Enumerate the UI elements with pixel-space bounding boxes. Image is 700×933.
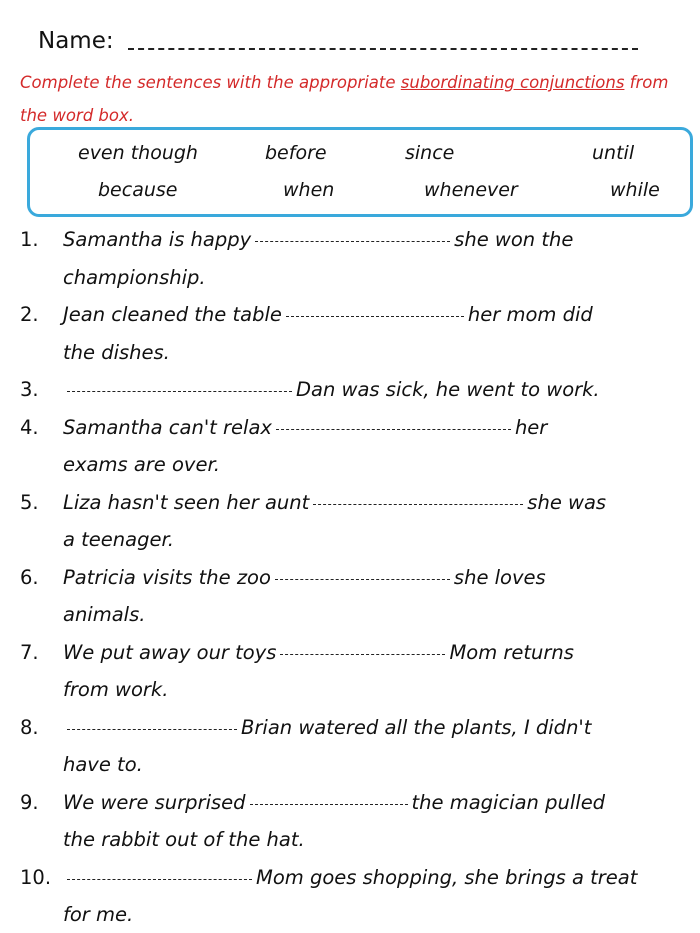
question-8 [0,709,700,747]
question-7 [0,634,700,672]
question-number: 10. [20,865,52,889]
question-text-continued: championship. [63,265,206,289]
question-text-continued: the dishes. [63,340,170,364]
instructions [20,66,700,132]
question-text-after: the magician pulled [411,790,606,814]
answer-blank[interactable] [280,654,445,655]
question-line [63,859,637,897]
name-label: Name: [38,28,114,54]
question-number: 1. [20,228,39,251]
question-line [63,484,606,522]
instructions-text: Complete the sentences with the appropriate [20,73,401,92]
word-box-item: while [610,179,660,201]
question-number: 4. [20,415,39,439]
question-line [63,409,547,447]
question-number: 6. [20,565,39,589]
question-number: 9. [20,790,39,814]
question-6 [0,559,700,597]
question-line [63,709,591,747]
question-continuation [0,259,700,297]
answer-blank[interactable] [67,391,292,392]
question-text-before: Samantha can't relax [63,415,272,439]
question-text-continued: have to. [63,753,143,776]
question-text-after: she won the [454,228,574,251]
question-9 [0,784,700,822]
question-text-before: We put away our toys [63,640,277,664]
question-continuation [0,821,700,859]
question-line [63,221,573,259]
question-text-continued: a teenager. [63,528,174,551]
question-number: 2. [20,303,39,326]
question-2 [0,296,700,334]
question-text-after: she was [527,490,607,514]
question-continuation [0,671,700,709]
question-10 [0,859,700,897]
question-number: 3. [20,378,39,401]
question-line [63,559,546,597]
word-box-item: before [265,142,327,164]
question-line [63,634,574,672]
question-text-continued: animals. [63,603,146,626]
word-box-item: since [405,142,455,164]
question-text-continued: exams are over. [63,453,220,476]
answer-blank[interactable] [286,316,464,317]
question-continuation [0,446,700,484]
question-4 [0,409,700,447]
answer-blank[interactable] [275,579,450,580]
question-text-after: Mom goes shopping, she brings a treat [256,865,638,889]
question-text-before: Liza hasn't seen her aunt [63,490,310,514]
question-number: 5. [20,490,39,514]
answer-blank[interactable] [255,241,450,242]
instructions-text-end: from the word box. [20,73,669,125]
question-1 [0,221,700,259]
question-3 [0,371,700,409]
answer-blank[interactable] [313,504,523,505]
question-number: 8. [20,715,39,739]
answer-blank[interactable] [67,879,252,880]
question-continuation [0,521,700,559]
question-text-after: her mom did [467,303,593,326]
question-line [63,296,593,334]
answer-blank[interactable] [250,804,408,805]
question-text-after: Dan was sick, he went to work. [296,378,600,401]
question-continuation [0,334,700,372]
word-box-item: even though [78,142,198,164]
question-line [63,784,605,822]
question-text-continued: from work. [63,678,169,701]
word-box-item: when [283,179,335,201]
question-text-before: Samantha is happy [63,228,252,251]
question-line [63,371,600,409]
question-text-after: Mom returns [449,640,574,664]
question-number: 7. [20,640,39,664]
instructions-underlined: subordinating conjunctions [400,73,625,92]
question-text-before: Patricia visits the zoo [63,565,271,589]
question-text-continued: for me. [63,903,134,926]
question-text-after: her [514,415,548,439]
question-continuation [0,896,700,933]
question-text-continued: the rabbit out of the hat. [63,828,305,851]
word-box [27,127,693,217]
answer-blank[interactable] [67,729,237,730]
question-text-before: We were surprised [63,790,246,814]
name-field [38,28,638,54]
word-box-item: whenever [424,179,518,201]
question-continuation [0,596,700,634]
question-text-after: Brian watered all the plants, I didn't [241,715,592,739]
question-5 [0,484,700,522]
name-blank[interactable] [128,48,638,50]
word-box-item: until [592,142,635,164]
answer-blank[interactable] [276,429,511,430]
question-text-before: Jean cleaned the table [63,303,282,326]
question-continuation [0,746,700,784]
question-text-after: she loves [453,565,546,589]
word-box-item: because [98,179,178,201]
